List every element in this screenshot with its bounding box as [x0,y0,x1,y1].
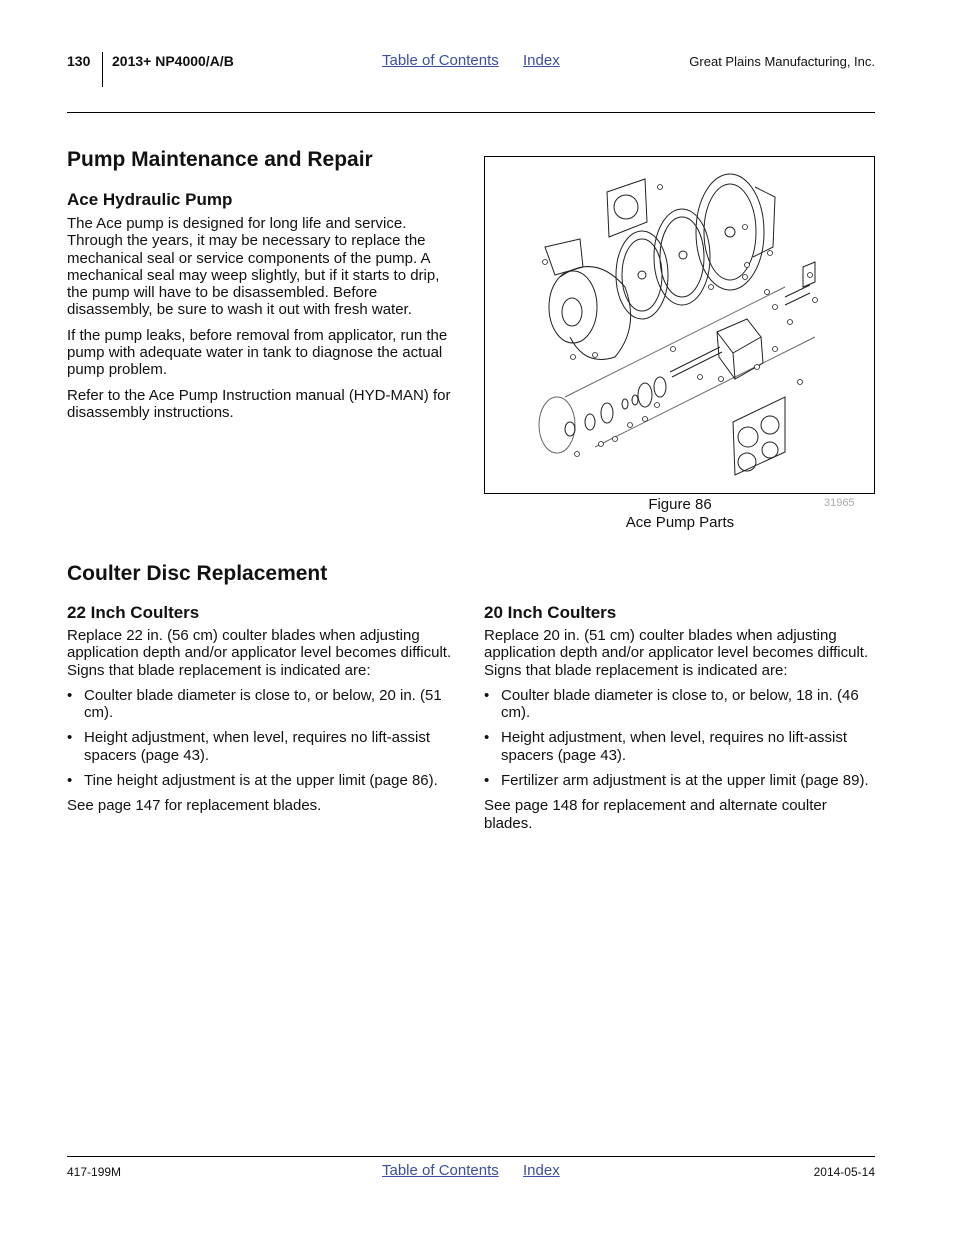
header-divider [102,52,103,87]
list-item: • Coulter blade diameter is close to, or below, 18 in. (46 cm). [484,687,872,722]
coulter-20-subtitle: 20 Inch Coulters [484,603,617,622]
header-toc-link[interactable]: Table of Contents [382,52,499,69]
header-index-link[interactable]: Index [523,52,560,69]
coulter-22-subtitle: 22 Inch Coulters [67,603,200,622]
coulter-20-intro: Replace 20 in. (51 cm) coulter blades when adjusting application depth and/or applicator level becomes difficult. Signs that blade replacement is indicated are: [484,627,869,679]
pump-para-2: If the pump leaks, before removal from applicator, run the pump with adequate water in tank to diagnose the actual pump problem. [67,326,448,379]
pump-exploded-diagram [485,157,874,493]
footer-toc-link[interactable]: Table of Contents [382,1162,499,1179]
coulter-22-column [67,603,457,815]
coulter-section-title: Coulter Disc Replacement [67,562,328,585]
list-item: • Fertilizer arm adjustment is at the upper limit (page 89). [484,772,872,789]
list-item: • Coulter blade diameter is close to, or below, 20 in. (51 cm). [67,687,457,722]
pump-parts-figure [484,156,875,494]
pump-para-3: Refer to the Ace Pump Instruction manual (HYD-MAN) for disassembly instructions. [67,386,451,421]
pump-section-subtitle: Ace Hydraulic Pump [67,190,233,209]
doc-number: 417-199M [67,1165,122,1179]
company-name: Great Plains Manufacturing, Inc. [689,54,875,69]
coulter-20-column [484,603,872,832]
page-number: 130 [67,53,91,69]
footer-rule [67,1156,875,1157]
footer-index-link[interactable]: Index [523,1162,560,1179]
figure-label: Figure 86 [648,496,712,513]
pump-para-1: The Ace pump is designed for long life and service. Through the years, it may be necessary to replace the mechanical seal or service components of the pump. A mechanical seal may weep slightly, but if it starts to drip, the pump will have to be disassembled. Before disassembly, be sure to wash it out with fresh water. [67,215,440,319]
header-rule [67,112,875,113]
model-name: 2013+ NP4000/A/B [112,53,234,69]
coulter-22-outro: See page 147 for replacement blades. [67,797,322,815]
figure-id-number: 31965 [824,497,855,509]
coulter-22-intro: Replace 22 in. (56 cm) coulter blades when adjusting application depth and/or applicator level becomes difficult. Signs that blade replacement is indicated are: [67,627,452,679]
doc-date: 2014-05-14 [813,1165,875,1179]
list-item: • Height adjustment, when level, requires no lift-assist spacers (page 43). [484,729,872,764]
list-item: • Tine height adjustment is at the upper limit (page 86). [67,772,457,789]
pump-section-title: Pump Maintenance and Repair [67,148,373,171]
coulter-20-outro: See page 148 for replacement and alternate coulter blades. [484,797,827,832]
list-item: • Height adjustment, when level, requires no lift-assist spacers (page 43). [67,729,457,764]
figure-caption [560,496,800,531]
coulter-20-bullets [484,687,872,789]
figure-title: Ace Pump Parts [625,513,735,531]
coulter-22-bullets [67,687,457,789]
